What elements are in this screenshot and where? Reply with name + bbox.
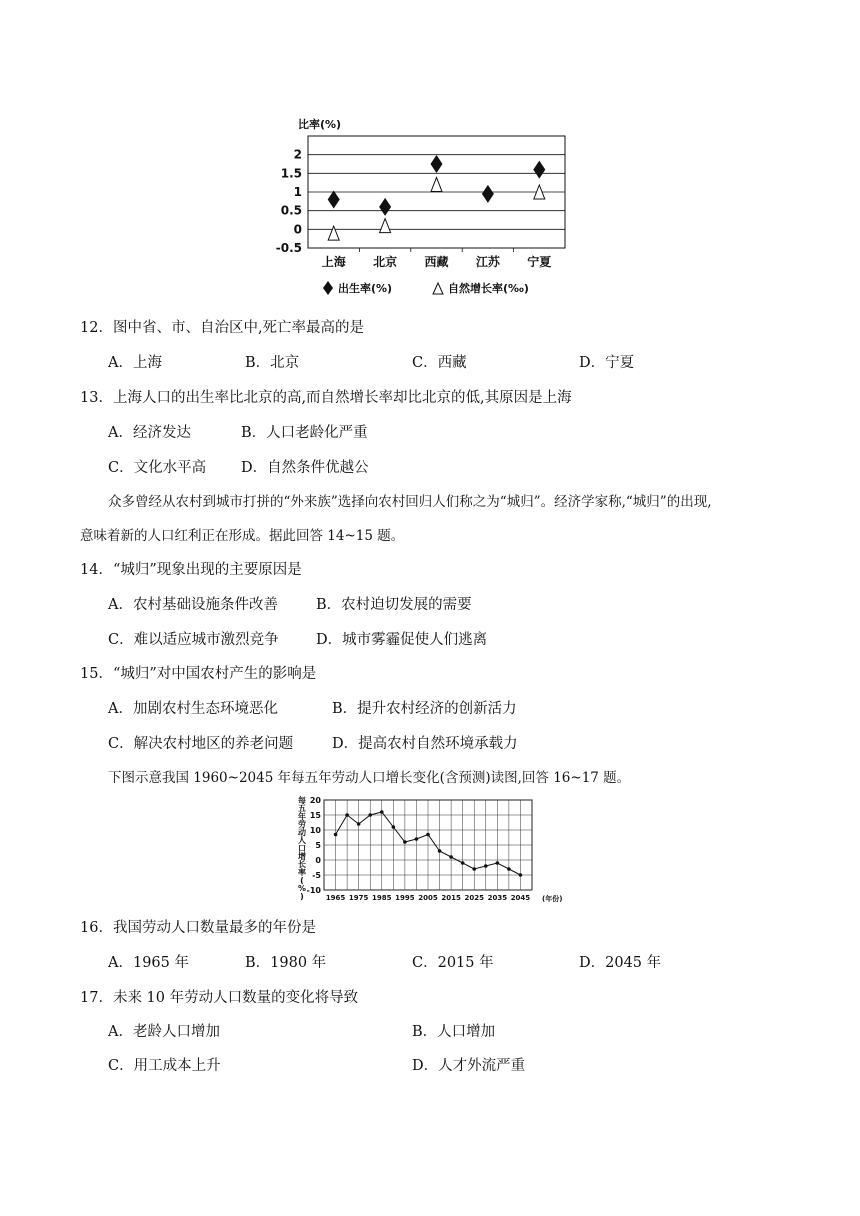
chart1-xtick-label: 上海 [321, 255, 346, 269]
chart1-xtick-label: 西藏 [424, 255, 449, 269]
q15-option-c[interactable]: C．解决农村地区的养老问题 [108, 736, 294, 752]
chart1-xtick-label: 宁夏 [527, 255, 552, 269]
q15-option-a[interactable]: A．加剧农村生态环境恶化 [108, 701, 278, 717]
labor-growth-point [357, 822, 361, 826]
chart1-legend [323, 281, 529, 295]
chart2-ylabel: 每五年劳动人口增长率( % ) [297, 796, 307, 901]
labor-growth-point [507, 867, 511, 871]
chart2-xtick-label: 2005 [418, 894, 438, 902]
birth-rate-chart [270, 108, 600, 303]
q14-option-b[interactable]: B．农村迫切发展的需要 [316, 597, 472, 613]
labor-growth-point [368, 813, 372, 817]
chart2-ytick-label: 20 [309, 796, 321, 805]
labor-growth-point [380, 810, 384, 814]
q17-option-c[interactable]: C．用工成本上升 [108, 1058, 221, 1074]
chart2-xlabel: (年份) [542, 895, 563, 903]
labor-growth-point [472, 867, 476, 871]
q12-option-a[interactable]: A．上海 [108, 355, 162, 371]
chart1-ytick-label: 2 [293, 147, 302, 162]
passage-1-line-2: 意味着新的人口红利正在形成。据此回答 14~15 题。 [80, 528, 405, 544]
chart2-xtick-label: 1975 [348, 894, 369, 902]
chart2-ytick-label: 10 [309, 826, 321, 835]
labor-growth-point [438, 849, 442, 853]
q15-option-b[interactable]: B．提升农村经济的创新活力 [332, 701, 517, 717]
chart2-xtick-label: 2045 [510, 894, 531, 902]
q13-option-c[interactable]: C．文化水平高 [108, 460, 207, 476]
q12-option-b[interactable]: B．北京 [245, 355, 300, 371]
q14-option-d[interactable]: D．城市雾霾促使人们逃离 [316, 632, 488, 648]
birth-rate-point [533, 161, 545, 179]
labor-growth-point [461, 861, 465, 865]
birth-rate-point [379, 198, 391, 216]
labor-growth-point [496, 861, 500, 865]
q16-option-b[interactable]: B．1980 年 [245, 955, 327, 971]
chart1-ytick-label: 1.5 [280, 166, 302, 181]
labor-growth-point [334, 833, 338, 837]
chart2-ytick-label: 5 [315, 841, 321, 850]
chart2-ytick-label: 15 [309, 811, 321, 820]
natural-growth-point [431, 178, 442, 192]
legend-birth-rate: 出生率(%) [338, 282, 393, 295]
chart2-ytick-label: -5 [312, 871, 321, 880]
legend-natural-growth: 自然增长率(‰) [448, 282, 529, 295]
natural-growth-point [328, 226, 339, 240]
q17-option-a[interactable]: A．老龄人口增加 [108, 1024, 220, 1040]
labor-growth-point [345, 813, 349, 817]
labor-growth-point [403, 840, 407, 844]
q13-option-b[interactable]: B．人口老龄化严重 [241, 425, 368, 441]
chart1-ytick-label: 0.5 [280, 203, 302, 218]
q13-option-a[interactable]: A．经济发达 [108, 425, 191, 441]
chart2-xtick-label: 1985 [372, 894, 392, 902]
q16-option-c[interactable]: C．2015 年 [412, 955, 494, 971]
chart2-xtick-label: 2025 [464, 894, 484, 902]
chart1-ytick-label: 1 [293, 185, 302, 199]
chart1-xtick-label: 江苏 [475, 255, 500, 269]
q12-option-c[interactable]: C．西藏 [412, 355, 467, 371]
natural-growth-point [380, 219, 391, 233]
q17-option-d[interactable]: D．人才外流严重 [412, 1058, 526, 1074]
chart1-ytick-label: 0 [293, 222, 302, 237]
q13-option-d[interactable]: D．自然条件优越公 [241, 460, 369, 476]
labor-growth-point [392, 825, 396, 829]
passage-1-line-1: 众多曾经从农村到城市打拼的“外来族”选择向农村回归人们称之为“城归”。经济学家称,“城归”的出现, [108, 494, 712, 510]
birth-rate-point [431, 155, 443, 173]
q16-option-a[interactable]: A．1965 年 [108, 955, 189, 971]
chart1-ylabel: 比率(%) [298, 118, 342, 131]
labor-growth-point [484, 864, 488, 868]
q14-option-a[interactable]: A．农村基础设施条件改善 [108, 597, 278, 613]
birth-rate-point [482, 185, 494, 203]
chart2-xtick-label: 2015 [441, 894, 461, 902]
q12-option-d[interactable]: D．宁夏 [579, 355, 635, 371]
question-13-stem: 13．上海人口的出生率比北京的高,而自然增长率却比北京的低,其原因是上海 [80, 390, 572, 406]
legend-diamond-icon [323, 281, 333, 295]
labor-growth-point [415, 837, 419, 841]
question-15-stem: 15．“城归”对中国农村产生的影响是 [80, 666, 317, 682]
labor-growth-chart [280, 793, 580, 905]
chart2-xtick-label: 1965 [325, 894, 346, 902]
q14-option-c[interactable]: C．难以适应城市激烈竞争 [108, 632, 279, 648]
q15-option-d[interactable]: D．提高农村自然环境承载力 [332, 736, 518, 752]
labor-growth-point [449, 855, 453, 859]
passage-2: 下图示意我国 1960~2045 年每五年劳动人口增长变化(含预测)读图,回答 16~17 题。 [108, 770, 631, 786]
q16-option-d[interactable]: D．2045 年 [579, 955, 662, 971]
birth-rate-point [328, 190, 340, 208]
chart1-xtick-label: 北京 [373, 255, 398, 269]
q17-option-b[interactable]: B．人口增加 [412, 1024, 496, 1040]
question-17-stem: 17．未来 10 年劳动人口数量的变化将导致 [80, 990, 359, 1006]
chart2-ytick-label: 0 [315, 856, 321, 865]
question-16-stem: 16．我国劳动人口数量最多的年份是 [80, 920, 316, 936]
question-14-stem: 14．“城归”现象出现的主要原因是 [80, 562, 302, 578]
question-12-stem: 12．图中省、市、自治区中,死亡率最高的是 [80, 320, 365, 336]
labor-growth-point [426, 833, 430, 837]
labor-growth-point [519, 873, 523, 877]
chart2-xtick-label: 1995 [395, 894, 415, 902]
chart2-xtick-label: 2035 [487, 894, 508, 902]
legend-triangle-icon [433, 283, 443, 294]
chart2-ytick-label: -10 [306, 886, 321, 895]
chart1-ytick-label: -0.5 [275, 241, 302, 255]
